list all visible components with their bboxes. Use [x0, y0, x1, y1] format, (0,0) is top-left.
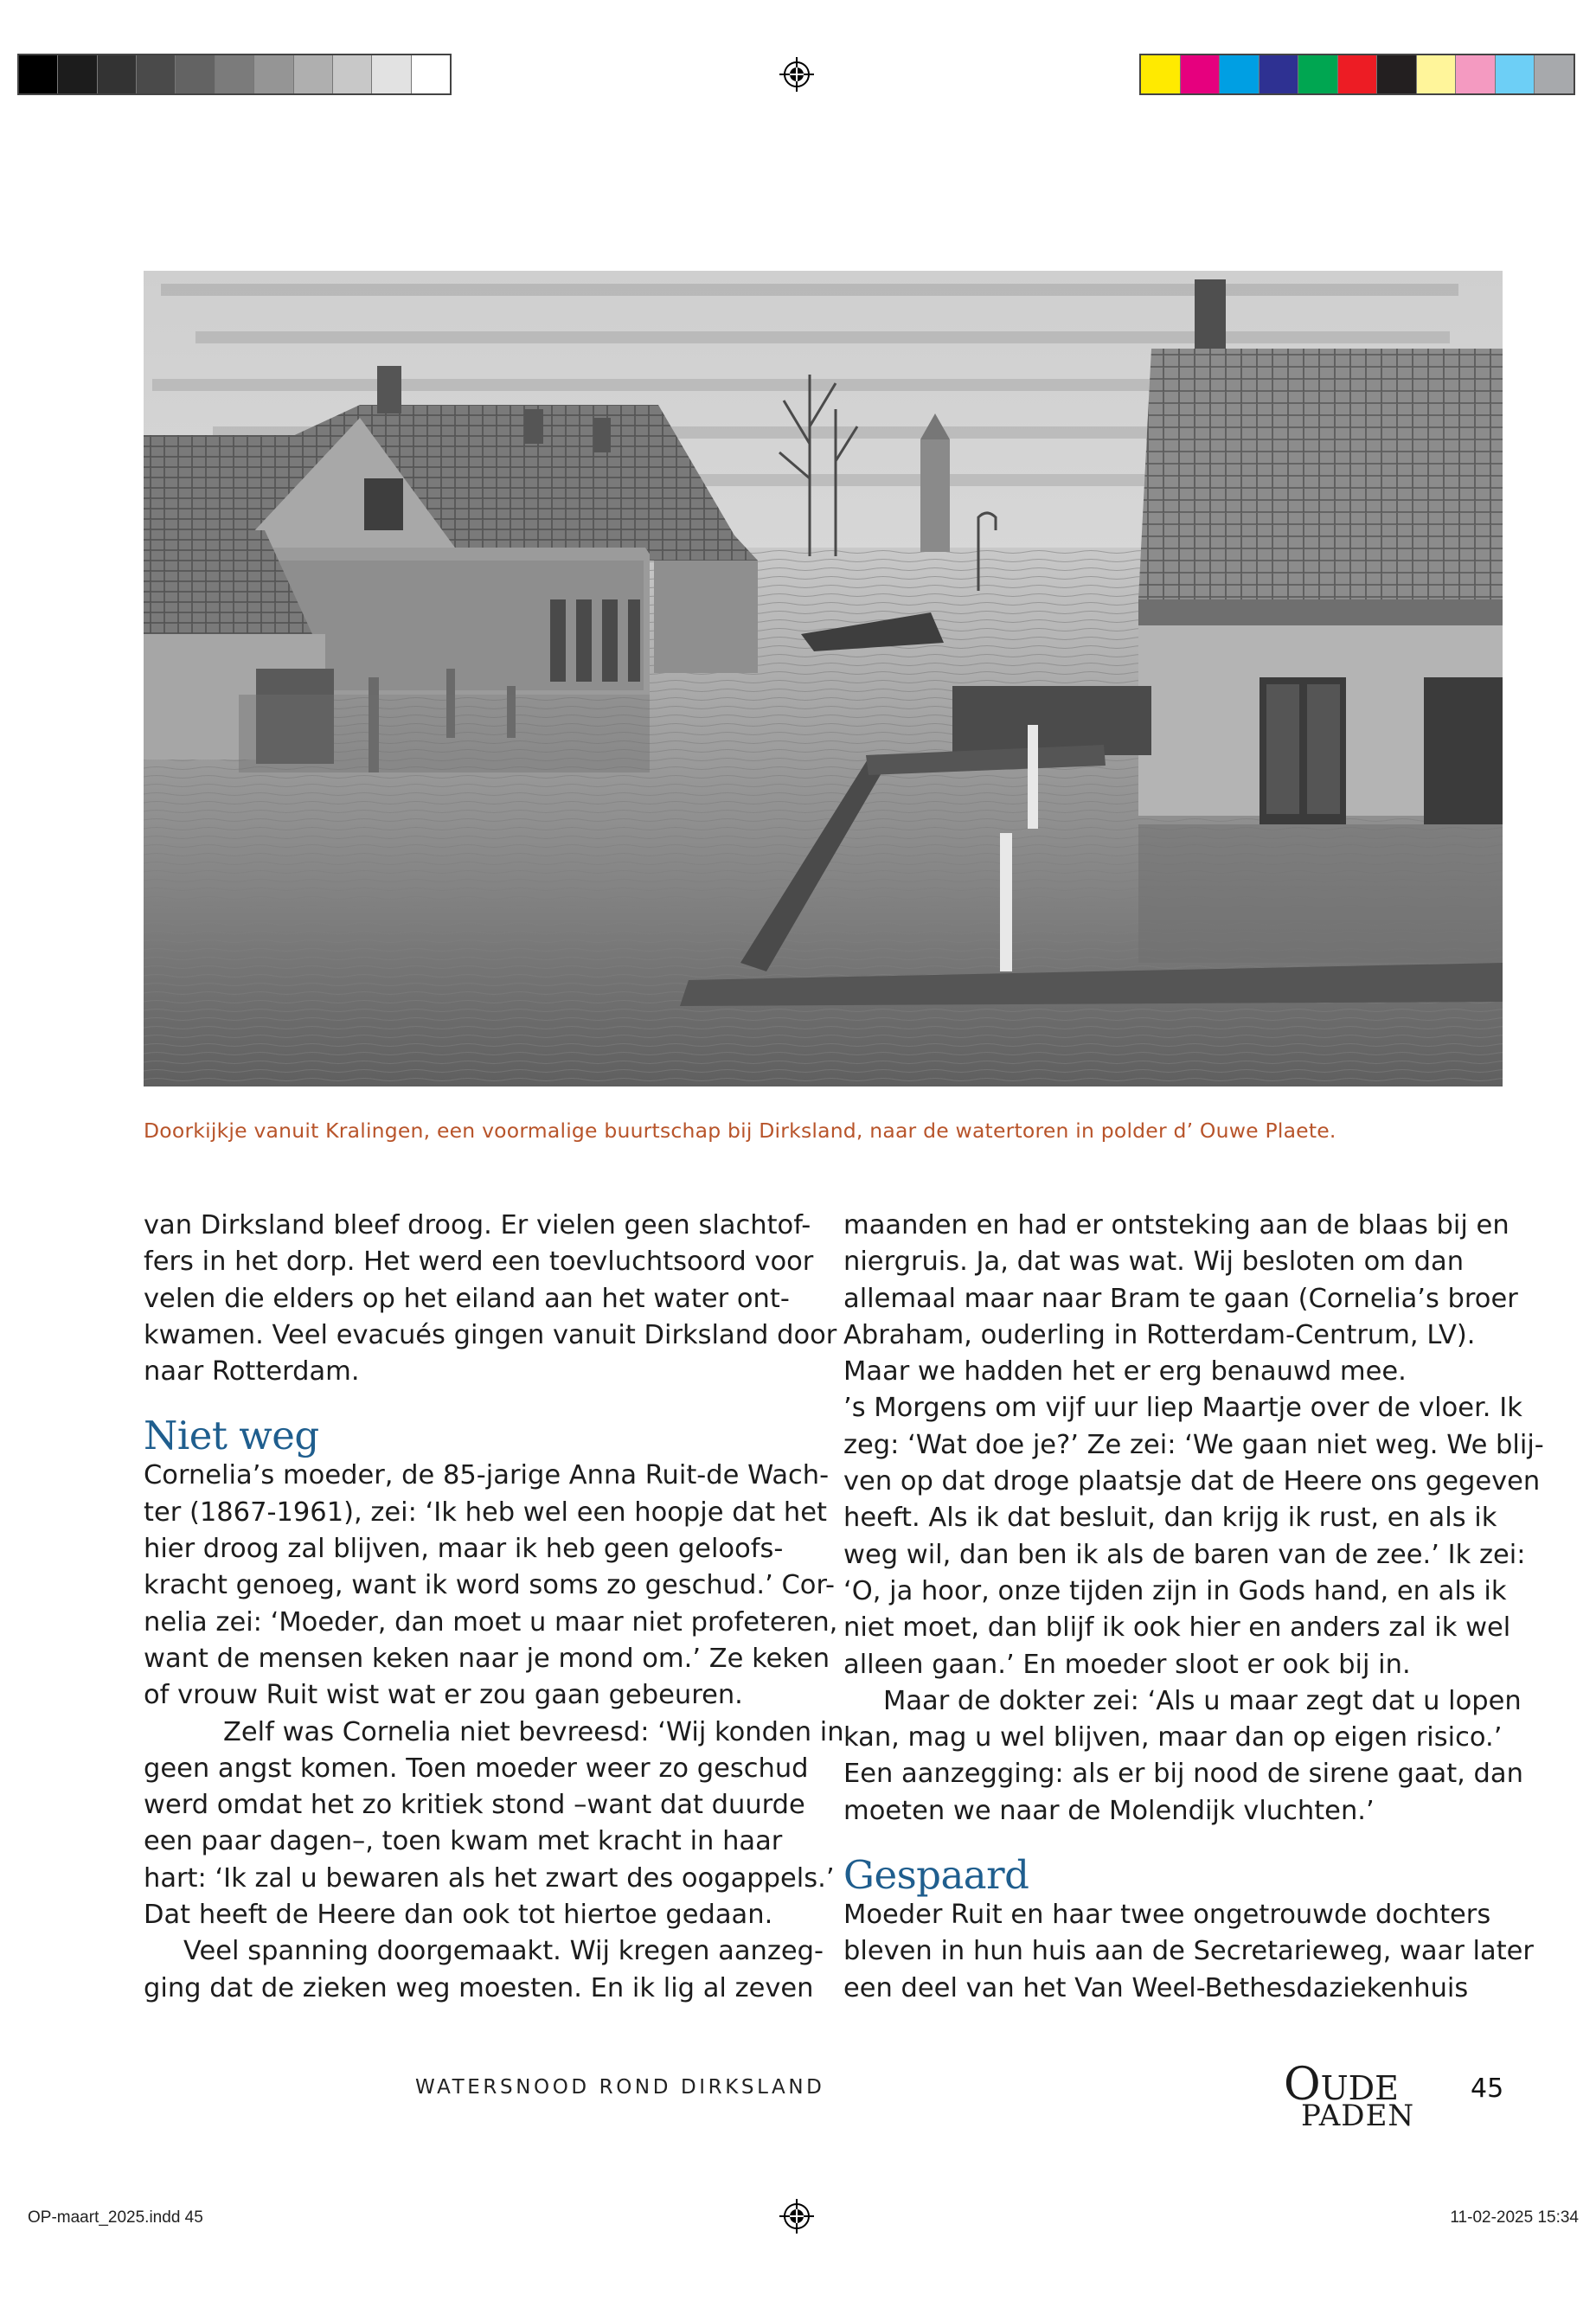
section-heading: Gespaard [843, 1852, 1029, 1899]
text-line: Veel spanning doorgemaakt. Wij kregen aanzeg- [183, 1936, 824, 1967]
text-line: ’s Morgens om vijf uur liep Maartje over de vloer. Ik [843, 1393, 1522, 1424]
text-line: Zelf was Cornelia niet bevreesd: ‘Wij konden in [223, 1716, 844, 1747]
text-line: alleen gaan.’ En moeder sloot er ook bij in. [843, 1649, 1411, 1680]
text-line: fers in het dorp. Het werd een toevluchtsoord voor [144, 1247, 814, 1278]
flood-photo [144, 271, 1503, 1086]
oude-paden-logo [1284, 2059, 1422, 2133]
color-swatch [1377, 55, 1417, 93]
gray-swatch [254, 55, 293, 93]
text-line: want de mensen keken naar je mond om.’ Ze keken [144, 1643, 830, 1674]
text-line: Moeder Ruit en haar twee ongetrouwde dochters [843, 1900, 1491, 1931]
registration-mark-icon [779, 2199, 814, 2234]
text-line: kracht genoeg, want ik word soms zo geschud.’ Cor- [144, 1570, 836, 1601]
paragraph [843, 1208, 1544, 1683]
text-line: zeg: ‘Wat doe je?’ Ze zei: ‘We gaan niet weg. We blij- [843, 1429, 1544, 1460]
text-line: of vrouw Ruit wist wat er zou gaan gebeuren. [144, 1680, 743, 1711]
text-line: maanden en had er ontsteking aan de blaas bij en [843, 1210, 1509, 1240]
text-line: niet moet, dan blijf ik ook hier en anders zal ik wel [843, 1612, 1511, 1644]
text-line: moeten we naar de Molendijk vluchten.’ [843, 1795, 1375, 1826]
date-slug: 11-02-2025 15:34 [1450, 2208, 1579, 2227]
paragraph [144, 1933, 824, 2007]
logo-word-2: PADEN [1301, 2099, 1415, 2133]
gray-swatch [19, 55, 58, 93]
section-heading: Niet weg [144, 1413, 319, 1459]
color-swatch [1535, 55, 1574, 93]
registration-mark-icon [779, 57, 814, 92]
page-number: 45 [1471, 2073, 1504, 2104]
text-line: van Dirksland bleef droog. Er vielen geen slachtof- [144, 1210, 811, 1240]
gray-swatch [294, 55, 333, 93]
text-line: Cornelia’s moeder, de 85-jarige Anna Ruit-de Wach- [144, 1460, 830, 1491]
gray-swatch [58, 55, 97, 93]
paragraph [843, 1683, 1523, 1830]
text-line: ‘O, ja hoor, onze tijden zijn in Gods hand, en als ik [843, 1575, 1507, 1606]
grayscale-color-bar [17, 54, 452, 95]
text-line: kwamen. Veel evacués gingen vanuit Dirksland door [144, 1319, 837, 1350]
text-line: een deel van het Van Weel-Bethesdaziekenhuis [843, 1972, 1469, 2003]
text-line: heeft. Als ik dat besluit, dan krijg ik rust, en als ik [843, 1503, 1497, 1534]
paragraph [144, 1715, 844, 1934]
color-swatch [1220, 55, 1259, 93]
color-swatch [1417, 55, 1457, 93]
text-line: werd omdat het zo kritiek stond –want dat duurde [144, 1790, 805, 1821]
text-line: bleven in hun huis aan de Secretarieweg, waar later [843, 1936, 1534, 1967]
right-text-column [843, 1208, 1544, 2007]
text-line: weg wil, dan ben ik als de baren van de zee.’ Ik zei: [843, 1539, 1526, 1570]
color-swatch [1141, 55, 1181, 93]
running-title: WATERSNOOD ROND DIRKSLAND [415, 2076, 825, 2099]
logo-word-1: UDE [1320, 2069, 1399, 2107]
color-swatch [1496, 55, 1535, 93]
paragraph [843, 1897, 1534, 2007]
text-line: ter (1867-1961), zei: ‘Ik heb wel een hoopje dat het [144, 1497, 827, 1528]
gray-swatch [98, 55, 137, 93]
file-slug: OP-maart_2025.indd 45 [28, 2208, 203, 2227]
gray-swatch [137, 55, 176, 93]
paragraph [144, 1458, 838, 1714]
text-line: Maar de dokter zei: ‘Als u maar zegt dat u lopen [883, 1685, 1522, 1716]
text-line: Een aanzegging: als er bij nood de sirene gaat, dan [843, 1759, 1523, 1790]
color-swatch [1298, 55, 1338, 93]
text-line: nelia zei: ‘Moeder, dan moet u maar niet profeteren, [144, 1606, 838, 1638]
photo-caption: Doorkijkje vanuit Kralingen, een voormalige buurtschap bij Dirksland, naar de watertoren in polder d’ Ouwe Plaete. [144, 1118, 1336, 1143]
color-swatch [1338, 55, 1378, 93]
text-line: een paar dagen–, toen kwam met kracht in haar [144, 1826, 783, 1857]
text-line: naar Rotterdam. [144, 1356, 360, 1388]
process-color-bar [1139, 54, 1575, 95]
color-swatch [1456, 55, 1496, 93]
text-line: ven op dat droge plaatsje dat de Heere ons gegeven [843, 1466, 1541, 1497]
text-line: ging dat de zieken weg moesten. En ik lig al zeven [144, 1972, 814, 2003]
gray-swatch [372, 55, 411, 93]
gray-swatch [215, 55, 254, 93]
paragraph [144, 1208, 837, 1390]
color-swatch [1181, 55, 1221, 93]
text-line: Maar we hadden het er erg benauwd mee. [843, 1356, 1407, 1388]
text-line: hart: ‘Ik zal u bewaren als het zwart des oogappels.’ [144, 1862, 835, 1894]
text-line: Dat heeft de Heere dan ook tot hiertoe gedaan. [144, 1900, 773, 1931]
text-line: niergruis. Ja, dat was wat. Wij besloten om dan [843, 1247, 1465, 1278]
text-line: Abraham, ouderling in Rotterdam-Centrum, LV). [843, 1319, 1476, 1350]
text-line: geen angst komen. Toen moeder weer zo geschud [144, 1753, 809, 1784]
color-swatch [1259, 55, 1299, 93]
gray-swatch [176, 55, 215, 93]
text-line: kan, mag u wel blijven, maar dan op eigen risico.’ [843, 1722, 1503, 1753]
left-text-column [144, 1208, 844, 2007]
flooded-village-photo-icon [144, 271, 1503, 1086]
text-line: hier droog zal blijven, maar ik heb geen geloofs- [144, 1534, 784, 1565]
text-line: allemaal maar naar Bram te gaan (Cornelia’s broer [843, 1283, 1518, 1314]
text-line: velen die elders op het eiland aan het water ont- [144, 1283, 790, 1314]
gray-swatch [333, 55, 372, 93]
logo-initial: O [1284, 2059, 1321, 2111]
gray-swatch [412, 55, 450, 93]
